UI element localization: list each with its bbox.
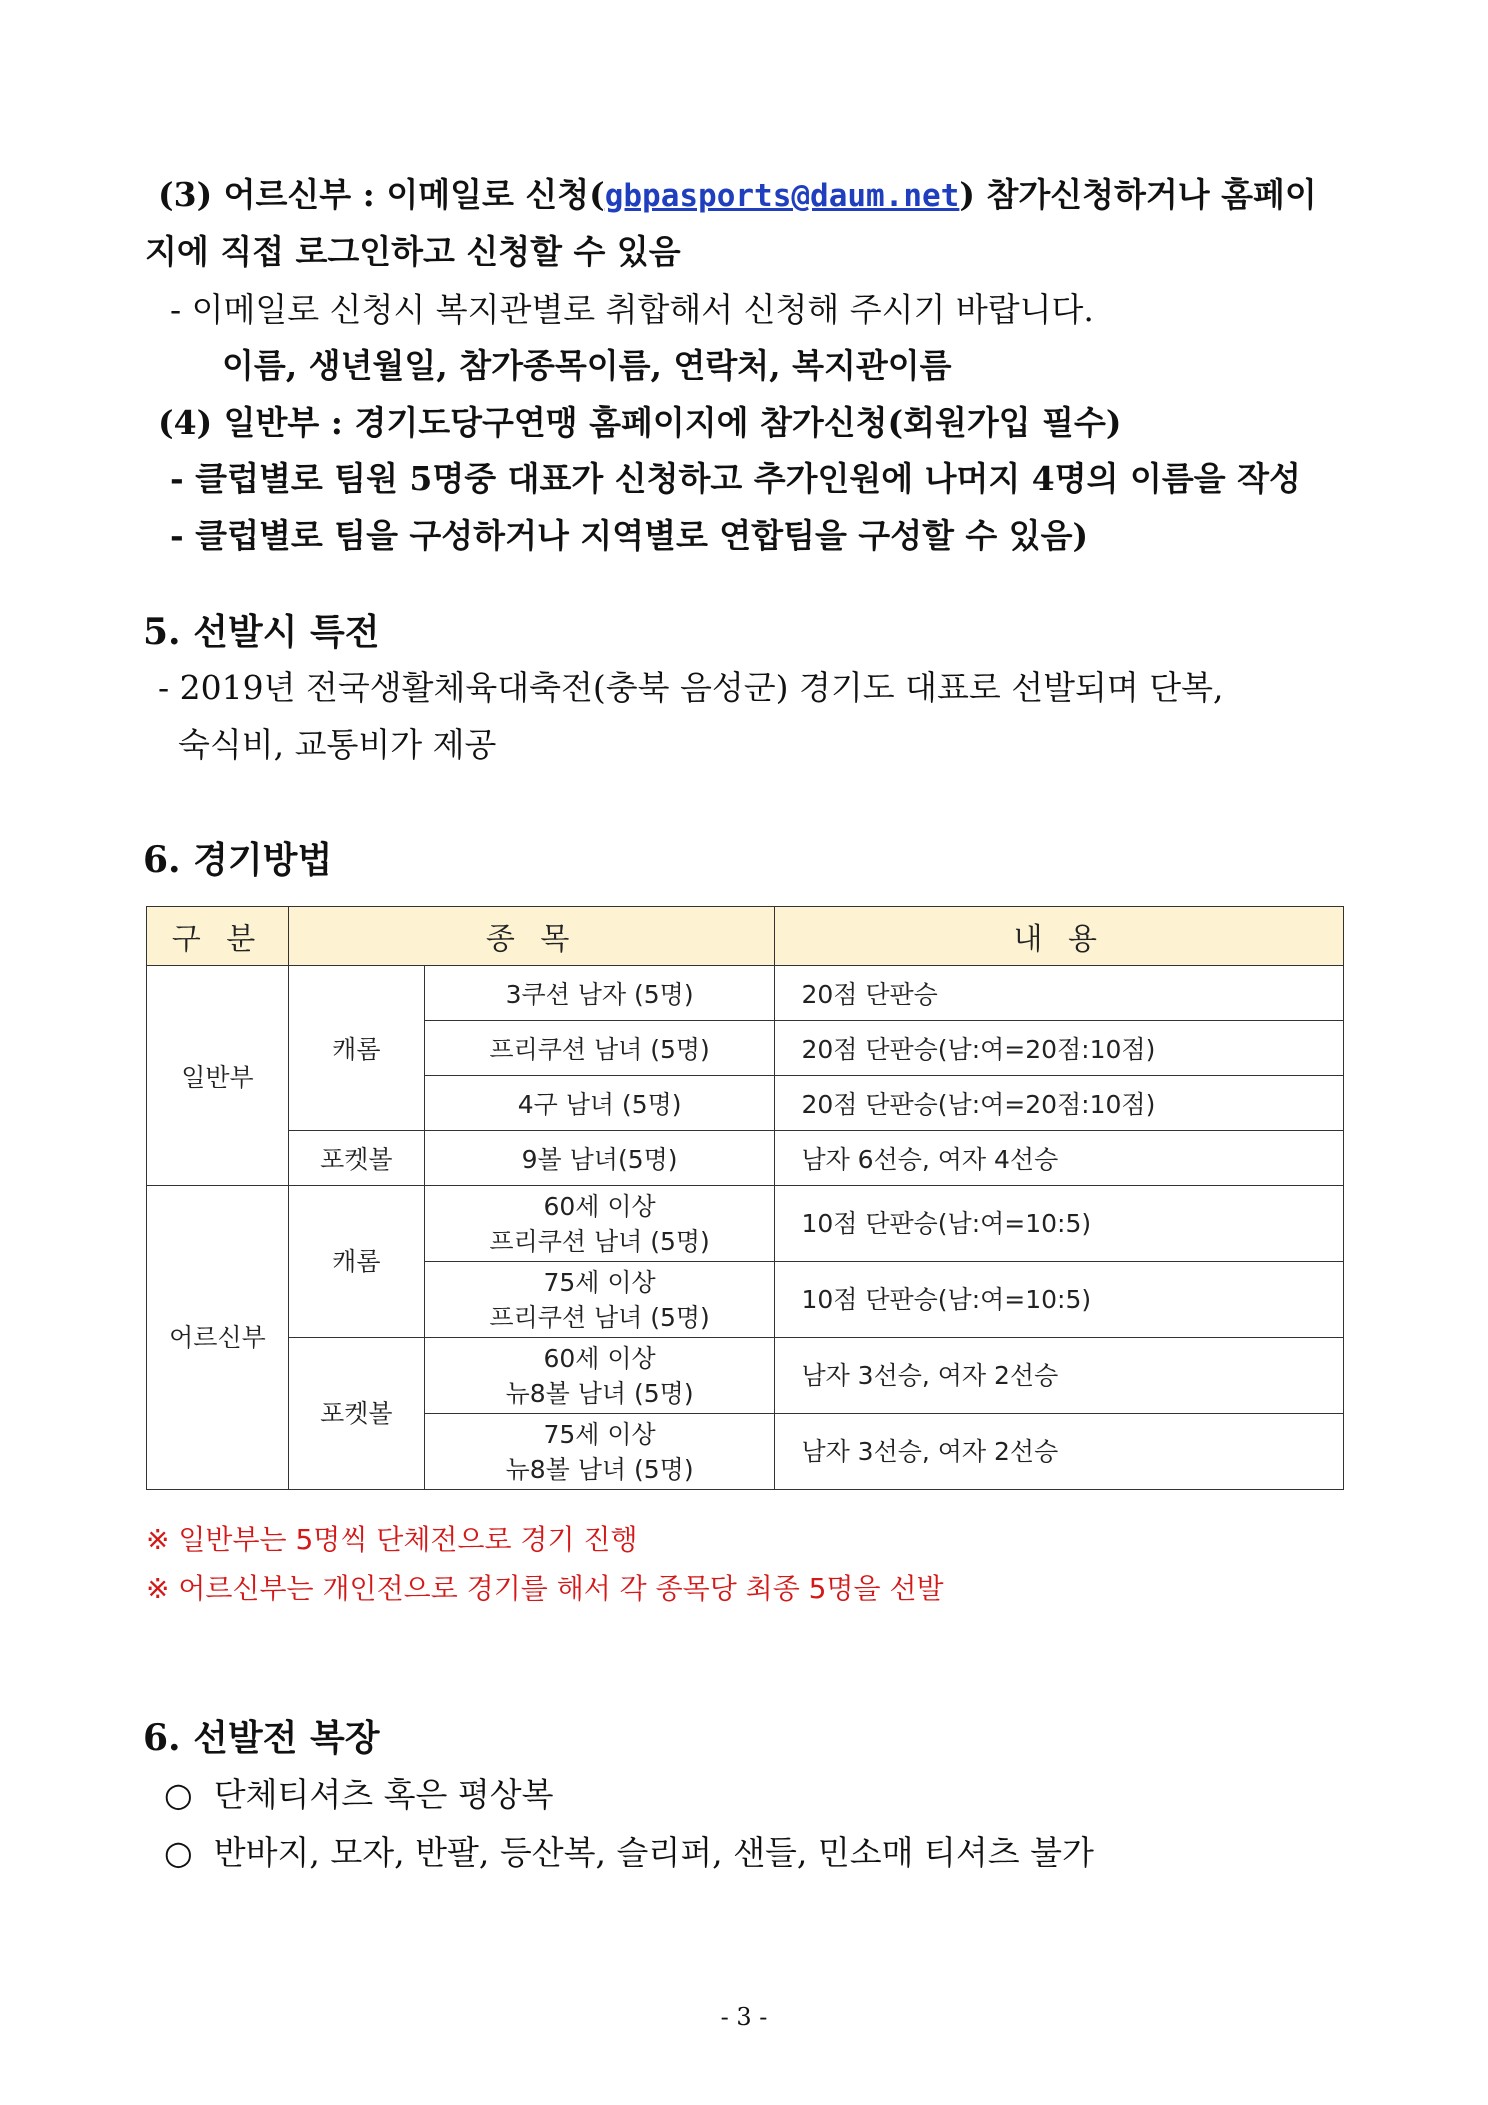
event-age: 60세 이상 [543,1343,656,1373]
dress-item2 [164,1833,1094,1873]
content-cell: 20점 단판승(남:여=20점:10점) [775,1021,1344,1076]
section3-line1 [158,175,1317,216]
dress-item1 [164,1775,554,1815]
header-division: 구 분 [147,907,289,966]
category-carom-general: 캐롬 [288,966,424,1131]
division-senior: 어르신부 [147,1186,289,1490]
event-age: 75세 이상 [543,1419,656,1449]
bullet-circle-icon: ○ [164,1833,193,1872]
table-row [147,1186,1344,1262]
category-pocket-general: 포켓볼 [288,1131,424,1186]
event-cell: 4구 남녀 (5명) [424,1076,775,1131]
method-heading: 6. 경기방법 [143,839,333,881]
method-note2: ※ 어르신부는 개인전으로 경기를 해서 각 종목당 최종 5명을 선발 [146,1572,944,1605]
event-name: 프리쿠션 남녀 (5명) [489,1226,710,1256]
section3-line1-prefix: (3) 어르신부 : 이메일로 신청( [158,175,605,214]
email-link[interactable]: gbpasports@daum.net [604,178,960,214]
event-cell [424,1414,775,1490]
benefit-line2: 숙식비, 교통비가 제공 [178,725,497,764]
event-cell [424,1262,775,1338]
page-number: - 3 - [720,2003,768,2031]
event-cell [424,1186,775,1262]
event-cell [424,1338,775,1414]
event-name: 뉴8볼 남녀 (5명) [505,1454,694,1484]
table-row [147,966,1344,1021]
table-row [147,1338,1344,1414]
dress-item1-text: 단체티셔츠 혹은 평상복 [213,1775,554,1814]
table-row [147,1131,1344,1186]
dress-item2-text: 반바지, 모자, 반팔, 등산복, 슬리퍼, 샌들, 민소매 티셔츠 불가 [213,1833,1094,1872]
section3-line2: 지에 직접 로그인하고 신청할 수 있음 [145,232,681,271]
event-cell: 3쿠션 남자 (5명) [424,966,775,1021]
header-event: 종 목 [288,907,775,966]
content-cell: 남자 3선승, 여자 2선승 [775,1338,1344,1414]
content-cell: 20점 단판승 [775,966,1344,1021]
section3-line1-suffix: ) 참가신청하거나 홈페이 [959,175,1317,214]
section3-bullet1: - 이메일로 신청시 복지관별로 취합해서 신청해 주시기 바랍니다. [170,290,1094,329]
event-name: 프리쿠션 남녀 (5명) [489,1302,710,1332]
event-age: 60세 이상 [543,1191,656,1221]
table-header-row [147,907,1344,966]
content-cell: 20점 단판승(남:여=20점:10점) [775,1076,1344,1131]
category-carom-senior: 캐롬 [288,1186,424,1338]
event-cell: 프리쿠션 남녀 (5명) [424,1021,775,1076]
header-content: 내 용 [775,907,1344,966]
division-general: 일반부 [147,966,289,1186]
benefit-line1: - 2019년 전국생활체육대축전(충북 음성군) 경기도 대표로 선발되며 단복, [158,668,1224,707]
method-note1: ※ 일반부는 5명씩 단체전으로 경기 진행 [146,1523,638,1556]
section4-bullet2: - 클럽별로 팀을 구성하거나 지역별로 연합팀을 구성할 수 있음) [170,516,1089,555]
content-cell: 10점 단판승(남:여=10:5) [775,1186,1344,1262]
section4-line1: (4) 일반부 : 경기도당구연맹 홈페이지에 참가신청(회원가입 필수) [158,403,1122,442]
competition-method-table [146,906,1344,1490]
event-name: 뉴8볼 남녀 (5명) [505,1378,694,1408]
content-cell: 남자 3선승, 여자 2선승 [775,1414,1344,1490]
event-age: 75세 이상 [543,1267,656,1297]
bullet-circle-icon: ○ [164,1775,193,1814]
section3-bullet1-sub: 이름, 생년월일, 참가종목이름, 연락처, 복지관이름 [222,346,952,385]
content-cell: 10점 단판승(남:여=10:5) [775,1262,1344,1338]
event-cell: 9볼 남녀(5명) [424,1131,775,1186]
category-pocket-senior: 포켓볼 [288,1338,424,1490]
content-cell: 남자 6선승, 여자 4선승 [775,1131,1344,1186]
dress-heading: 6. 선발전 복장 [143,1717,380,1759]
section4-bullet1: - 클럽별로 팀원 5명중 대표가 신청하고 추가인원에 나머지 4명의 이름을 작성 [170,459,1301,498]
benefit-heading: 5. 선발시 특전 [143,611,380,653]
